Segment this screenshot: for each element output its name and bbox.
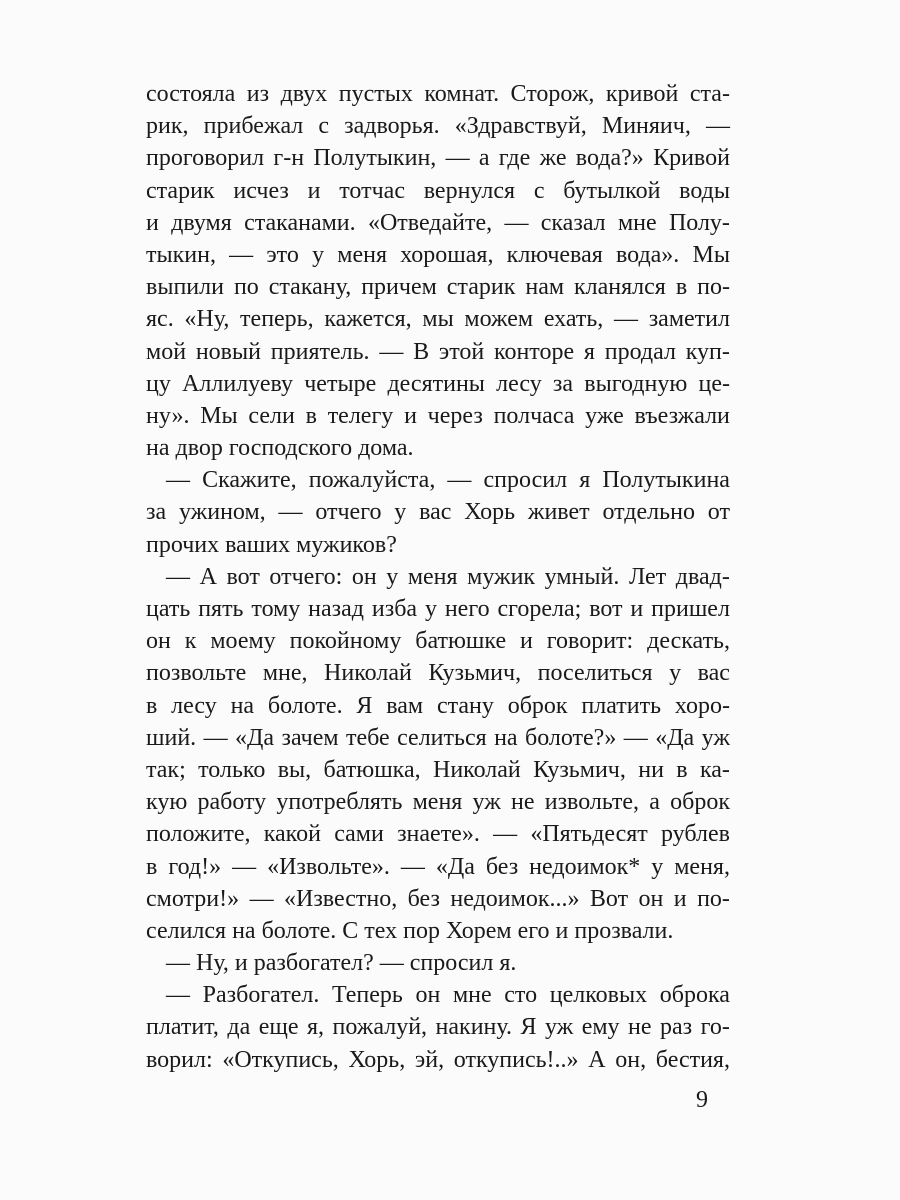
text-line: платит, да еще я, пожалуй, накину. Я уж ему не раз го-	[146, 1014, 730, 1041]
text-line: в год!» — «Извольте». — «Да без недоимок* у меня,	[146, 853, 730, 880]
text-line: выпили по стакану, причем старик нам кланялся в по-	[146, 274, 730, 301]
text-line: ну». Мы сели в телегу и через полчаса уже въезжали	[146, 402, 730, 429]
page-number: 9	[696, 1087, 708, 1113]
text-line: он к моему покойному батюшке и говорит: дескать,	[146, 628, 730, 655]
text-line: цу Аллилуеву четыре десятины лесу за выгодную це-	[146, 370, 730, 397]
text-line: — Разбогател. Теперь он мне сто целковых оброка	[166, 982, 730, 1009]
text-line: селился на болоте. С тех пор Хорем его и прозвали.	[146, 917, 674, 944]
text-line: тыкин, — это у меня хорошая, ключевая вода». Мы	[146, 241, 730, 268]
text-line: и двумя стаканами. «Отведайте, — сказал мне Полу-	[146, 209, 730, 236]
text-line: положите, какой сами знаете». — «Пятьдесят рублев	[146, 821, 730, 848]
text-line: за ужином, — отчего у вас Хорь живет отдельно от	[146, 499, 730, 526]
text-line: состояла из двух пустых комнат. Сторож, кривой ста-	[146, 81, 730, 107]
text-line: — Скажите, пожалуйста, — спросил я Полутыкина	[166, 467, 730, 494]
text-line: старик исчез и тотчас вернулся с бутылкой воды	[146, 177, 730, 204]
text-line: яс. «Ну, теперь, кажется, мы можем ехать, — заметил	[146, 306, 730, 333]
text-line: ший. — «Да зачем тебе селиться на болоте?» — «Да уж	[146, 724, 730, 751]
text-line: ворил: «Откупись, Хорь, эй, откупись!..» А он, бестия,	[146, 1046, 730, 1073]
text-line: смотри!» — «Известно, без недоимок...» Вот он и по-	[146, 885, 730, 912]
text-line: в лесу на болоте. Я вам стану оброк платить хоро-	[146, 692, 730, 719]
text-line: — Ну, и разбогател? — спросил я.	[166, 950, 517, 977]
text-line: на двор господского дома.	[146, 435, 414, 462]
text-line: прочих ваших мужиков?	[146, 531, 397, 558]
text-line: позвольте мне, Николай Кузьмич, поселиться у вас	[146, 660, 730, 687]
text-line: цать пять тому назад изба у него сгорела; вот и пришел	[146, 596, 730, 622]
text-line: мой новый приятель. — В этой конторе я продал куп-	[146, 338, 730, 365]
text-line: рик, прибежал с задворья. «Здравствуй, Миняич, —	[146, 113, 730, 140]
text-line: проговорил г-н Полутыкин, — а где же вода?» Кривой	[146, 145, 730, 172]
text-line: — А вот отчего: он у меня мужик умный. Лет двад-	[166, 563, 730, 590]
text-line: так; только вы, батюшка, Николай Кузьмич, ни в ка-	[146, 756, 730, 783]
text-line: кую работу употреблять меня уж не извольте, а оброк	[146, 789, 730, 816]
page-text-block	[146, 78, 730, 1076]
